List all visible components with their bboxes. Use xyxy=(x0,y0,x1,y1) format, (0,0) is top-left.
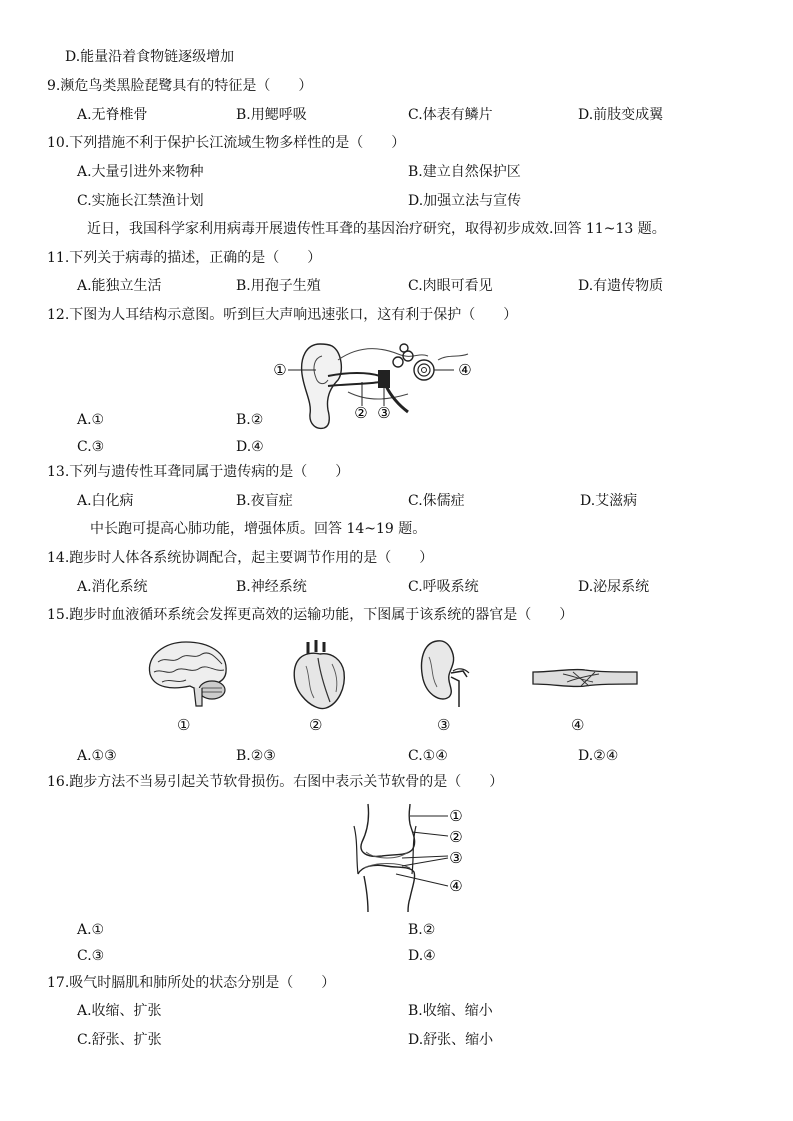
q9-option-b: B.用鳃呼吸 xyxy=(236,107,307,123)
q9-option-d: D.前肢变成翼 xyxy=(578,107,664,123)
passage-running: 中长跑可提高心肺功能，增强体质。回答 14~19 题。 xyxy=(90,521,427,537)
q14-option-b: B.神经系统 xyxy=(236,579,307,595)
q11-option-d: D.有遗传物质 xyxy=(578,278,664,294)
q10-stem: 10.下列措施不利于保护长江流域生物多样性的是（ ） xyxy=(47,135,406,151)
q14-option-d: D.泌尿系统 xyxy=(578,579,650,595)
q9-stem: 9.濒危鸟类黑脸琵鹭具有的特征是（ ） xyxy=(47,78,313,94)
knee-label-1: ① xyxy=(449,807,463,825)
q11-option-c: C.肉眼可看见 xyxy=(408,278,493,294)
q15-option-c: C.①④ xyxy=(408,748,448,764)
q13-option-d: D.艾滋病 xyxy=(580,493,638,509)
q12-stem: 12.下图为人耳结构示意图。听到巨大声响迅速张口，这有利于保护（ ） xyxy=(47,307,518,323)
q16-option-b: B.② xyxy=(408,922,436,938)
q15-stem: 15.跑步时血液循环系统会发挥更高效的运输功能，下图属于该系统的器官是（ ） xyxy=(47,607,574,623)
q13-stem: 13.下列与遗传性耳聋同属于遗传病的是（ ） xyxy=(47,464,350,480)
q10-option-d: D.加强立法与宣传 xyxy=(408,193,522,209)
q12-option-d: D.④ xyxy=(236,439,264,455)
ear-label-1: ① xyxy=(273,361,287,379)
knee-joint-diagram xyxy=(352,802,472,912)
q14-option-a: A.消化系统 xyxy=(77,579,148,595)
knee-label-2: ② xyxy=(449,828,463,846)
q8-option-d: D.能量沿着食物链逐级增加 xyxy=(65,49,235,65)
q17-option-b: B.收缩、缩小 xyxy=(408,1003,493,1019)
q14-stem: 14.跑步时人体各系统协调配合，起主要调节作用的是（ ） xyxy=(47,550,434,566)
organ-label-4: ④ xyxy=(571,716,585,734)
q17-option-d: D.舒张、缩小 xyxy=(408,1032,494,1048)
ear-structure-diagram xyxy=(268,332,483,432)
q9-option-c: C.体表有鳞片 xyxy=(408,107,493,123)
q13-option-c: C.侏儒症 xyxy=(408,493,465,509)
q17-stem: 17.吸气时膈肌和肺所处的状态分别是（ ） xyxy=(47,975,336,991)
ear-label-2: ② xyxy=(354,404,368,422)
heart-image xyxy=(288,636,350,712)
knee-label-4: ④ xyxy=(449,877,463,895)
q16-option-c: C.③ xyxy=(77,948,105,964)
q12-option-b: B.② xyxy=(236,412,264,428)
q16-option-a: A.① xyxy=(77,922,105,938)
q14-option-c: C.呼吸系统 xyxy=(408,579,479,595)
passage-virus: 近日，我国科学家利用病毒开展遗传性耳聋的基因治疗研究，取得初步成效.回答 11~13 题。 xyxy=(87,221,666,237)
q12-option-c: C.③ xyxy=(77,439,105,455)
q11-option-a: A.能独立生活 xyxy=(77,278,162,294)
q15-option-d: D.②④ xyxy=(578,748,619,764)
q10-option-c: C.实施长江禁渔计划 xyxy=(77,193,204,209)
ear-label-3: ③ xyxy=(377,404,391,422)
q12-option-a: A.① xyxy=(77,412,105,428)
q9-option-a: A.无脊椎骨 xyxy=(77,107,148,123)
blood-vessel-image xyxy=(533,666,637,690)
organ-label-3: ③ xyxy=(437,716,451,734)
q13-option-a: A.白化病 xyxy=(77,493,134,509)
q15-option-a: A.①③ xyxy=(77,748,117,764)
q13-option-b: B.夜盲症 xyxy=(236,493,293,509)
q17-option-c: C.舒张、扩张 xyxy=(77,1032,162,1048)
q10-option-a: A.大量引进外来物种 xyxy=(77,164,204,180)
q15-option-b: B.②③ xyxy=(236,748,276,764)
knee-label-3: ③ xyxy=(449,849,463,867)
organ-label-2: ② xyxy=(309,716,323,734)
q11-stem: 11.下列关于病毒的描述，正确的是（ ） xyxy=(47,250,322,266)
q17-option-a: A.收缩、扩张 xyxy=(77,1003,162,1019)
ear-label-4: ④ xyxy=(458,361,472,379)
q16-option-d: D.④ xyxy=(408,948,436,964)
organ-label-1: ① xyxy=(177,716,191,734)
q16-stem: 16.跑步方法不当易引起关节软骨损伤。右图中表示关节软骨的是（ ） xyxy=(47,774,504,790)
q10-option-b: B.建立自然保护区 xyxy=(408,164,521,180)
q11-option-b: B.用孢子生殖 xyxy=(236,278,321,294)
brain-image xyxy=(142,638,232,708)
kidney-image xyxy=(415,637,475,709)
